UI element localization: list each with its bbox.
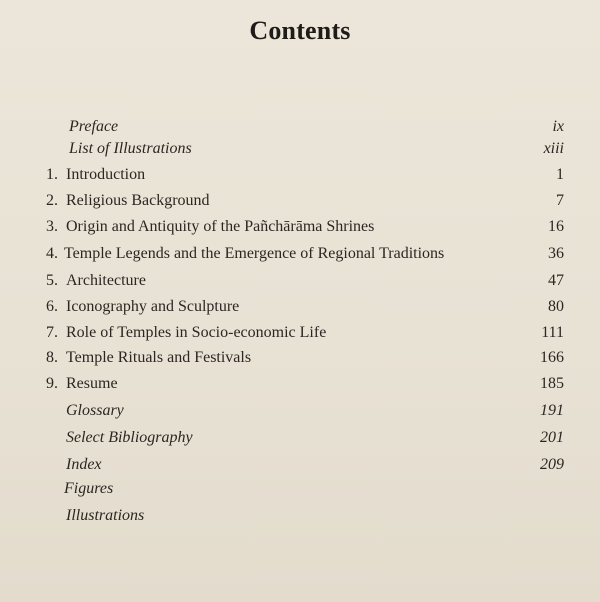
toc-entry-chapter-8[interactable] (0, 349, 600, 373)
toc-entry-chapter-9[interactable] (0, 375, 600, 399)
toc-entry-preface[interactable] (0, 118, 600, 142)
toc-entry-illustrations[interactable] (0, 507, 600, 531)
toc-entry-chapter-3[interactable] (0, 218, 600, 242)
toc-entry-glossary[interactable] (0, 402, 600, 426)
toc-entry-figures[interactable] (0, 480, 600, 504)
toc-entry-page: 36 (548, 245, 564, 262)
toc-entry-chapter-1[interactable] (0, 166, 600, 190)
toc-entry-title: Figures (64, 480, 114, 497)
toc-entry-chapter-5[interactable] (0, 272, 600, 296)
toc-entry-number: 1. (46, 166, 58, 183)
toc-entry-number: 7. (46, 324, 58, 341)
toc-entry-chapter-2[interactable] (0, 192, 600, 216)
toc-entry-number: 4. (46, 245, 58, 262)
toc-entry-page: 7 (556, 192, 564, 209)
toc-entry-title: List of Illustrations (69, 140, 192, 157)
toc-entry-page: 191 (540, 402, 564, 419)
toc-entry-title: Origin and Antiquity of the Pañchārāma Shrines (66, 218, 375, 235)
toc-entry-page: 166 (540, 349, 564, 366)
toc-entry-number: 6. (46, 298, 58, 315)
toc-entry-select-bibliography[interactable] (0, 429, 600, 453)
toc-entry-title: Role of Temples in Socio-economic Life (66, 324, 327, 341)
toc-entry-number: 2. (46, 192, 58, 209)
toc-entry-title: Illustrations (66, 507, 145, 524)
toc-entry-title: Introduction (66, 166, 146, 183)
toc-entry-number: 3. (46, 218, 58, 235)
toc-entry-title: Temple Rituals and Festivals (66, 349, 252, 366)
toc-entry-page: 111 (541, 324, 564, 341)
toc-entry-list-of-illustrations[interactable] (0, 140, 600, 164)
toc-entry-page: ix (552, 118, 564, 135)
toc-entry-title: Select Bibliography (66, 429, 193, 446)
toc-entry-chapter-6[interactable] (0, 298, 600, 322)
toc-entry-title: Iconography and Sculpture (66, 298, 240, 315)
page-title: Contents (249, 16, 351, 45)
toc-entry-title: Temple Legends and the Emergence of Regional Traditions (64, 245, 445, 262)
toc-entry-chapter-4[interactable] (0, 245, 600, 269)
toc-entry-chapter-7[interactable] (0, 324, 600, 348)
toc-entry-page: 80 (548, 298, 564, 315)
toc-entry-page: 201 (540, 429, 564, 446)
toc-entry-page: xiii (543, 140, 564, 157)
toc-entry-title: Resume (66, 375, 118, 392)
toc-entry-page: 185 (540, 375, 564, 392)
toc-entry-title: Preface (69, 118, 119, 135)
toc-entry-title: Glossary (66, 402, 124, 419)
toc-entry-title: Index (66, 456, 102, 473)
toc-entry-number: 5. (46, 272, 58, 289)
toc-entry-title: Architecture (66, 272, 146, 289)
toc-entry-page: 209 (540, 456, 564, 473)
toc-entry-index[interactable] (0, 456, 600, 480)
toc-entry-page: 47 (548, 272, 564, 289)
toc-entry-page: 1 (556, 166, 564, 183)
toc-entry-number: 8. (46, 349, 58, 366)
toc-entry-number: 9. (46, 375, 58, 392)
toc-entry-page: 16 (548, 218, 564, 235)
toc-entry-title: Religious Background (66, 192, 210, 209)
